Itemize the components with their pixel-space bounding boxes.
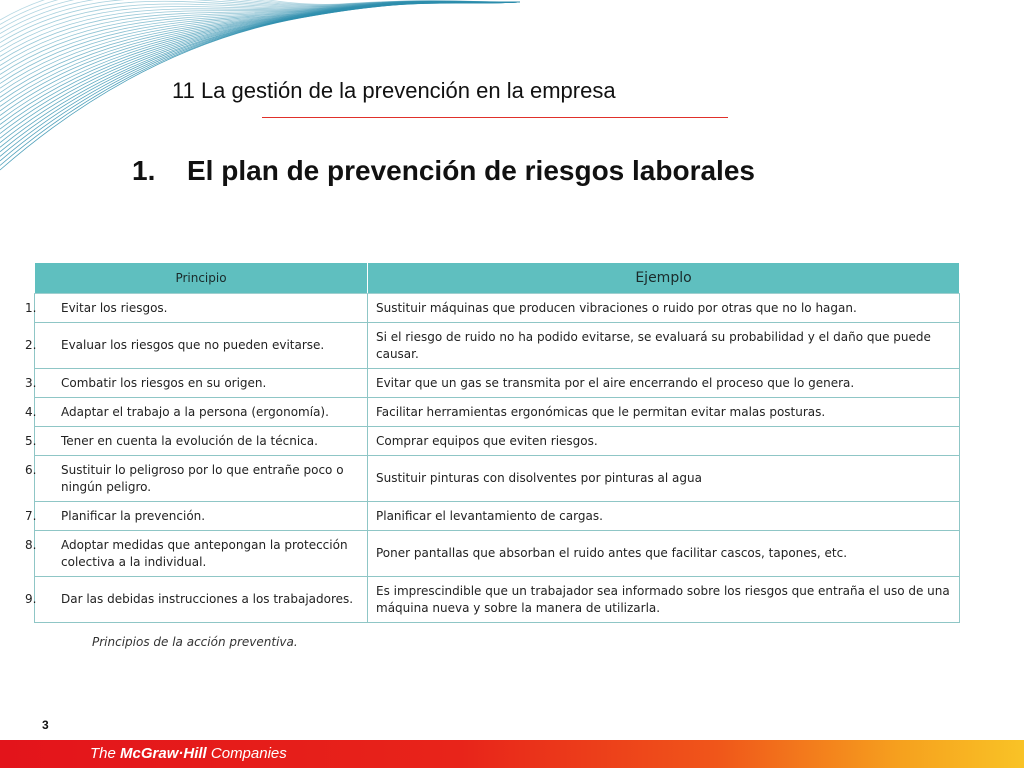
principle-number: 9. [25, 592, 37, 606]
principle-text: Tener en cuenta la evolución de la técnica. [61, 433, 318, 448]
principle-number: 1. [25, 300, 37, 315]
example-cell: Planificar el levantamiento de cargas. [368, 502, 960, 531]
table-row [35, 398, 960, 427]
principle-cell [25, 427, 368, 456]
table-row [35, 502, 960, 531]
principle-number: 5. [25, 433, 37, 448]
principle-cell [25, 456, 368, 502]
example-cell: Sustituir máquinas que producen vibraciones o ruido por otras que no lo hagan. [368, 294, 960, 323]
table-row [35, 294, 960, 323]
principle-text: Evaluar los riesgos que no pueden evitarse. [61, 338, 325, 352]
principle-text: Evitar los riesgos. [61, 300, 168, 315]
principle-text: Dar las debidas instrucciones a los trabajadores. [61, 592, 354, 606]
principle-cell [25, 369, 368, 398]
publisher-logo [90, 745, 287, 762]
principle-text-block [25, 591, 359, 608]
chapter-underline [262, 117, 728, 118]
principle-text-block [25, 300, 359, 317]
principle-text: Adoptar medidas que antepongan la protección colectiva a la individual. [61, 537, 348, 569]
page-number: 3 [42, 718, 49, 732]
example-cell: Es imprescindible que un trabajador sea informado sobre los riesgos que entraña el uso de una máquina nueva y sobre la manera de utilizarla. [368, 577, 960, 623]
principle-number: 2. [25, 338, 37, 352]
brand-name: McGraw·Hill [120, 745, 207, 762]
principle-text-block [25, 375, 359, 392]
example-cell: Comprar equipos que eviten riesgos. [368, 427, 960, 456]
table-row [35, 577, 960, 623]
example-cell: Evitar que un gas se transmita por el aire encerrando el proceso que lo genera. [368, 369, 960, 398]
principle-number: 3. [25, 375, 37, 390]
table-row [35, 531, 960, 577]
brand-prefix: The [90, 745, 116, 762]
table-caption: Principios de la acción preventiva. [92, 635, 298, 649]
principle-text: Sustituir lo peligroso por lo que entrañe poco o ningún peligro. [61, 462, 344, 494]
column-header-ejemplo: Ejemplo [368, 263, 960, 294]
chapter-title: 11 La gestión de la prevención en la empresa [172, 78, 616, 103]
principle-cell [25, 502, 368, 531]
principle-text: Combatir los riesgos en su origen. [61, 375, 267, 390]
principle-text-block [25, 433, 359, 450]
table-row [35, 369, 960, 398]
principle-cell [25, 294, 368, 323]
slide-title [132, 155, 755, 187]
principle-text-block [25, 462, 359, 496]
slide-title-number: 1. [132, 155, 156, 186]
example-cell: Sustituir pinturas con disolventes por pinturas al agua [368, 456, 960, 502]
principle-text-block [25, 508, 359, 525]
table-row [35, 427, 960, 456]
footer-bar [0, 740, 1024, 768]
brand-suffix: Companies [210, 745, 287, 762]
principle-text-block [25, 404, 359, 421]
principle-cell [25, 323, 368, 369]
table-row [35, 456, 960, 502]
principle-number: 8. [25, 537, 37, 552]
principle-number: 6. [25, 462, 37, 477]
principle-text-block [25, 337, 359, 354]
table-header-row [35, 263, 960, 294]
principle-number: 7. [25, 508, 37, 523]
principle-number: 4. [25, 404, 37, 419]
principle-cell [25, 398, 368, 427]
example-cell: Poner pantallas que absorban el ruido antes que facilitar cascos, tapones, etc. [368, 531, 960, 577]
principle-text-block [25, 537, 359, 571]
example-cell: Si el riesgo de ruido no ha podido evitarse, se evaluará su probabilidad y el daño que puede causar. [368, 323, 960, 369]
table-row [35, 323, 960, 369]
principle-cell [25, 531, 368, 577]
example-cell: Facilitar herramientas ergonómicas que le permitan evitar malas posturas. [368, 398, 960, 427]
principle-cell [25, 577, 368, 623]
principles-table [25, 262, 960, 623]
column-header-principio: Principio [35, 263, 368, 294]
principle-text: Planificar la prevención. [61, 508, 206, 523]
slide-title-text: El plan de prevención de riesgos laborales [187, 155, 755, 186]
principle-text: Adaptar el trabajo a la persona (ergonomía). [61, 404, 329, 419]
